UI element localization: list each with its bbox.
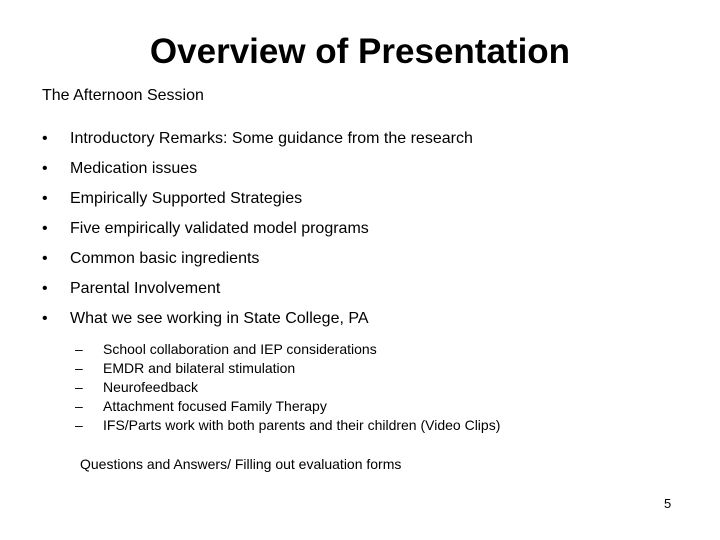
dash-mark: –	[75, 398, 83, 414]
sub-bullet-text: IFS/Parts work with both parents and their children (Video Clips)	[103, 417, 501, 433]
dash-mark: –	[75, 341, 83, 357]
bullet-text: Five empirically validated model programs	[70, 220, 369, 237]
sub-bullet-text: EMDR and bilateral stimulation	[103, 360, 296, 376]
page-number: 5	[664, 496, 672, 511]
bullet-text: Empirically Supported Strategies	[70, 190, 303, 207]
sub-bullet-text: Attachment focused Family Therapy	[103, 398, 327, 414]
bullet-mark: •	[42, 190, 48, 207]
session-subtitle: The Afternoon Session	[42, 87, 204, 104]
bullet-mark: •	[42, 130, 48, 147]
bullet-text: Medication issues	[70, 160, 198, 177]
dash-mark: –	[75, 379, 83, 395]
bullet-text: Parental Involvement	[70, 280, 221, 297]
slide-title: Overview of Presentation	[149, 32, 571, 71]
bullet-text: Introductory Remarks: Some guidance from the research	[70, 130, 473, 147]
bullet-mark: •	[42, 250, 48, 267]
closing-line: Questions and Answers/ Filling out evaluation forms	[80, 456, 402, 472]
sub-bullet-text: Neurofeedback	[103, 379, 198, 395]
dash-mark: –	[75, 360, 83, 376]
bullet-mark: •	[42, 160, 48, 177]
bullet-mark: •	[42, 220, 48, 237]
sub-bullet-text: School collaboration and IEP considerations	[103, 341, 377, 357]
bullet-mark: •	[42, 280, 48, 297]
bullet-text: What we see working in State College, PA	[70, 310, 369, 327]
bullet-mark: •	[42, 310, 48, 327]
bullet-text: Common basic ingredients	[70, 250, 260, 267]
dash-mark: –	[75, 417, 83, 433]
